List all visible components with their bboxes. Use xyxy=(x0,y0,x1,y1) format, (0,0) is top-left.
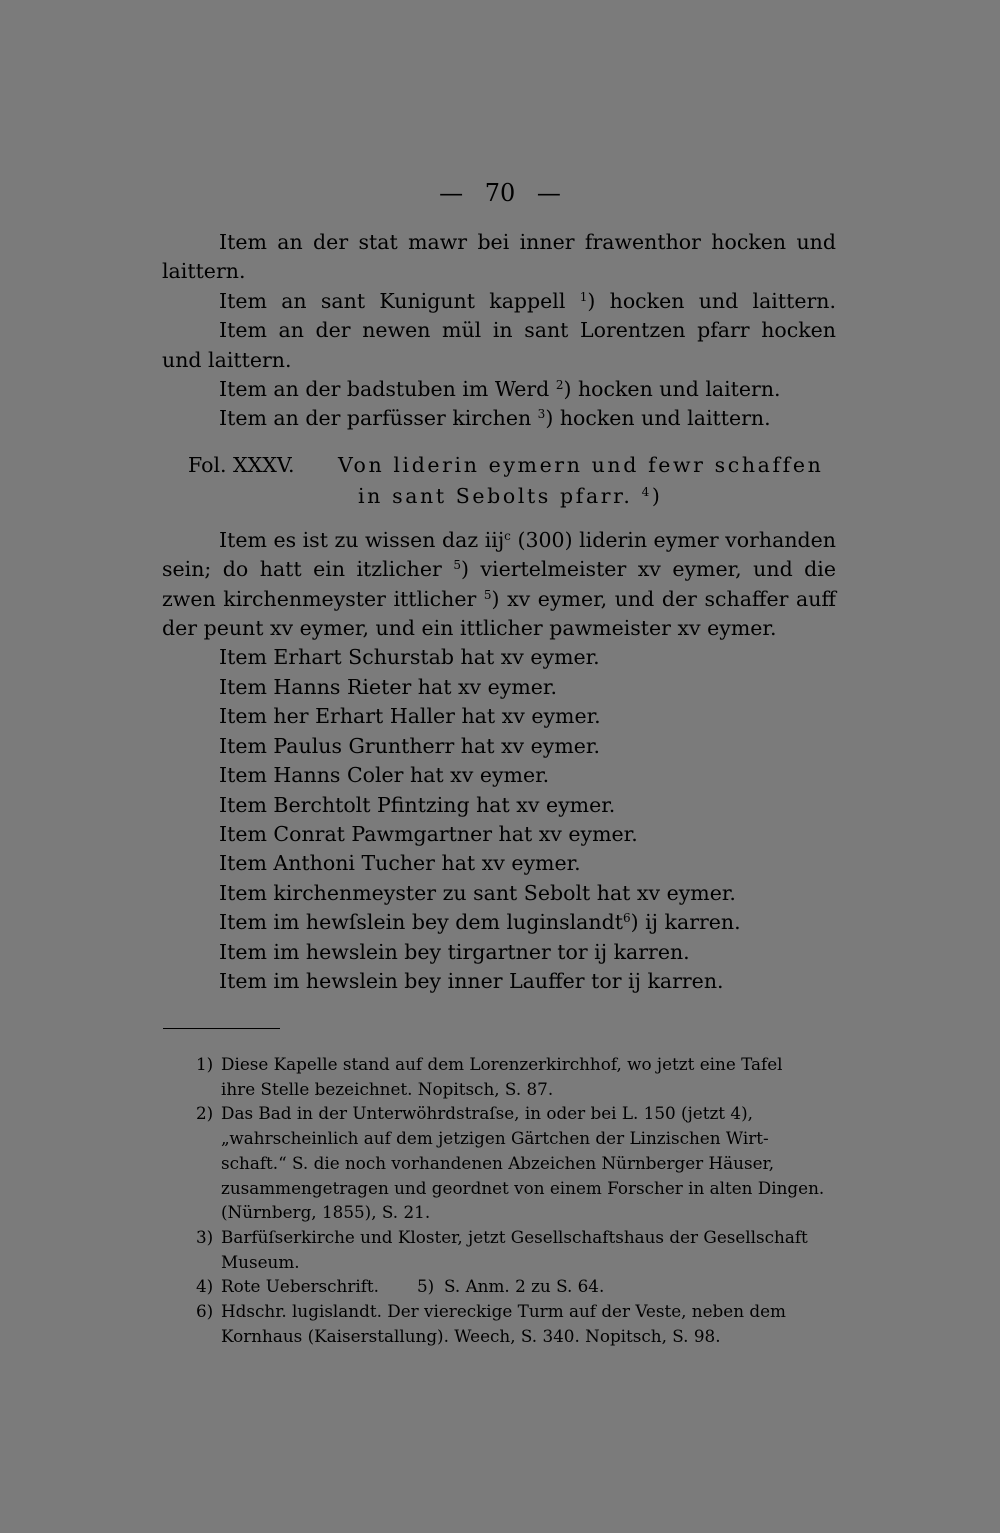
item-line: Item Hanns Rieter hat xv eymer. xyxy=(219,674,557,699)
footnote-marker: 1) xyxy=(196,1054,214,1074)
footnote-2 xyxy=(162,1101,838,1225)
paragraph-5 xyxy=(162,404,836,433)
footnote-marker: 6) xyxy=(196,1301,214,1322)
main-text xyxy=(162,228,836,996)
footnote-ref-1: 1 xyxy=(579,289,588,304)
footnote-2-line-3: schaft.“ S. die noch vorhandenen Abzeichen Nürnberger Häuser, xyxy=(221,1152,775,1173)
footnote-ref-3: 3 xyxy=(537,407,546,422)
paragraph-3: Item an der newen mül in sant Lorentzen pfarr hocken und laittern. xyxy=(162,318,836,372)
footnote-1-line-1: Diese Kapelle stand auf dem Lorenzerkirchhof, wo jetzt eine Tafel xyxy=(221,1054,783,1074)
footnote-2-line-5: (Nürnberg, 1855), S. 21. xyxy=(221,1202,431,1223)
footnote-marker: 5) xyxy=(417,1276,435,1297)
paragraph-5-tail: ) hocken und laittern. xyxy=(545,406,771,431)
footnote-1-line-2: ihre Stelle bezeichnet. Nopitsch, S. 87. xyxy=(221,1078,554,1099)
footnote-1 xyxy=(162,1052,838,1101)
heading-line-1: Von liderin eymern und fewr schaffen xyxy=(338,452,824,477)
footnote-marker: 4) xyxy=(196,1276,214,1297)
footnote-marker: 3) xyxy=(196,1226,214,1247)
footnote-ref-5b: 5 xyxy=(483,587,492,602)
footnote-2-line-2: „wahrscheinlich auf dem jetzigen Gärtchen der Linzischen Wirt- xyxy=(221,1128,769,1149)
superscript-c: c xyxy=(504,528,511,543)
footnote-marker: 2) xyxy=(196,1103,214,1124)
item-line: Item Conrat Pawmgartner hat xv eymer. xyxy=(219,821,638,846)
item-line-luginslandt-text: Item im hewſslein bey dem luginslandt xyxy=(219,910,623,935)
paragraph-4-tail: ) hocken und laitern. xyxy=(563,377,781,402)
footnote-2-line-1: Das Bad in der Unterwöhrdstraſse, in oder bei L. 150 (jetzt 4), xyxy=(221,1103,753,1124)
item-line: Item Anthoni Tucher hat xv eymer. xyxy=(219,851,581,876)
heading-line-2-text: in sant Sebolts pfarr. xyxy=(358,483,642,508)
footnote-5 xyxy=(417,1274,604,1299)
item-line-luginslandt xyxy=(162,908,836,937)
item-line: Item im hewslein bey tirgartner tor ij karren. xyxy=(219,939,690,964)
item-line: Item im hewslein bey inner Lauffer tor ij karren. xyxy=(219,968,724,993)
footnotes xyxy=(162,1052,838,1348)
footnote-rule xyxy=(163,1028,280,1029)
footnote-ref-4: 4 xyxy=(641,484,652,499)
item-line: Item her Erhart Haller hat xv eymer. xyxy=(219,704,601,729)
paragraph-5-text: Item an der parfüsser kirchen xyxy=(219,406,538,431)
footnote-3-line-1: Barfüſserkirche und Kloster, jetzt Gesellschaftshaus der Gesellschaft xyxy=(221,1226,808,1247)
footnote-4-text: Rote Ueberschrift. xyxy=(221,1276,380,1297)
paragraph-1: Item an der stat mawr bei inner frawenthor hocken und laittern. xyxy=(162,230,836,284)
main-paragraph xyxy=(162,526,836,644)
paragraph-2-text: Item an sant Kunigunt kappell xyxy=(219,288,566,313)
item-line: Item kirchenmeyster zu sant Sebolt hat xv eymer. xyxy=(219,880,736,905)
footnote-6-line-1: Hdschr. lugislandt. Der viereckige Turm auf der Veste, neben dem xyxy=(221,1301,786,1322)
footnote-4-5 xyxy=(162,1274,838,1299)
footnote-2-line-4: zusammengetragen und geordnet von einem Forscher in alten Dingen. xyxy=(221,1177,825,1198)
heading-line-2-tail: ) xyxy=(651,483,663,508)
footnote-6 xyxy=(162,1299,838,1348)
footnote-ref-6: 6 xyxy=(622,911,631,926)
footnote-ref-2: 2 xyxy=(555,378,564,393)
main-paragraph-part-4: ) xv eymer, und der schaffer auff der peunt xv eymer, und ein ittlicher pawmeister xv eymer. xyxy=(162,586,836,641)
main-paragraph-part-1: Item es ist zu wissen daz iij xyxy=(219,527,505,552)
paragraph-2 xyxy=(162,287,836,316)
item-line-luginslandt-tail: ) ij karren. xyxy=(630,910,741,935)
main-paragraph-part-2: (300) liderin eymer vorhanden sein; do hatt ein itzlicher xyxy=(162,527,836,582)
item-line: Item Erhart Schurstab hat xv eymer. xyxy=(219,645,600,670)
page-number: — 70 — xyxy=(439,179,561,207)
footnote-3-line-2: Museum. xyxy=(221,1251,300,1272)
heading-line-2 xyxy=(162,481,836,512)
main-paragraph-part-3: ) viertelmeister xv eymer, und die zwen kirchenmeyster ittlicher xyxy=(162,557,836,611)
section-heading xyxy=(162,450,836,512)
item-line: Item Hanns Coler hat xv eymer. xyxy=(219,763,550,788)
footnote-6-line-2: Kornhaus (Kaiserstallung). Weech, S. 340. Nopitsch, S. 98. xyxy=(221,1325,721,1346)
footnote-5-text: S. Anm. 2 zu S. 64. xyxy=(444,1276,605,1297)
footnote-3 xyxy=(162,1225,838,1274)
paragraph-4 xyxy=(162,375,836,404)
paragraph-2-tail: ) hocken und laittern. xyxy=(587,288,836,313)
paragraph-4-text: Item an der badstuben im Werd xyxy=(219,377,556,402)
item-line: Item Berchtolt Pfintzing hat xv eymer. xyxy=(219,792,616,817)
item-line: Item Paulus Gruntherr hat xv eymer. xyxy=(219,733,600,758)
footnote-ref-5a: 5 xyxy=(453,558,461,573)
folio-label: Fol. XXXV. xyxy=(188,452,295,477)
